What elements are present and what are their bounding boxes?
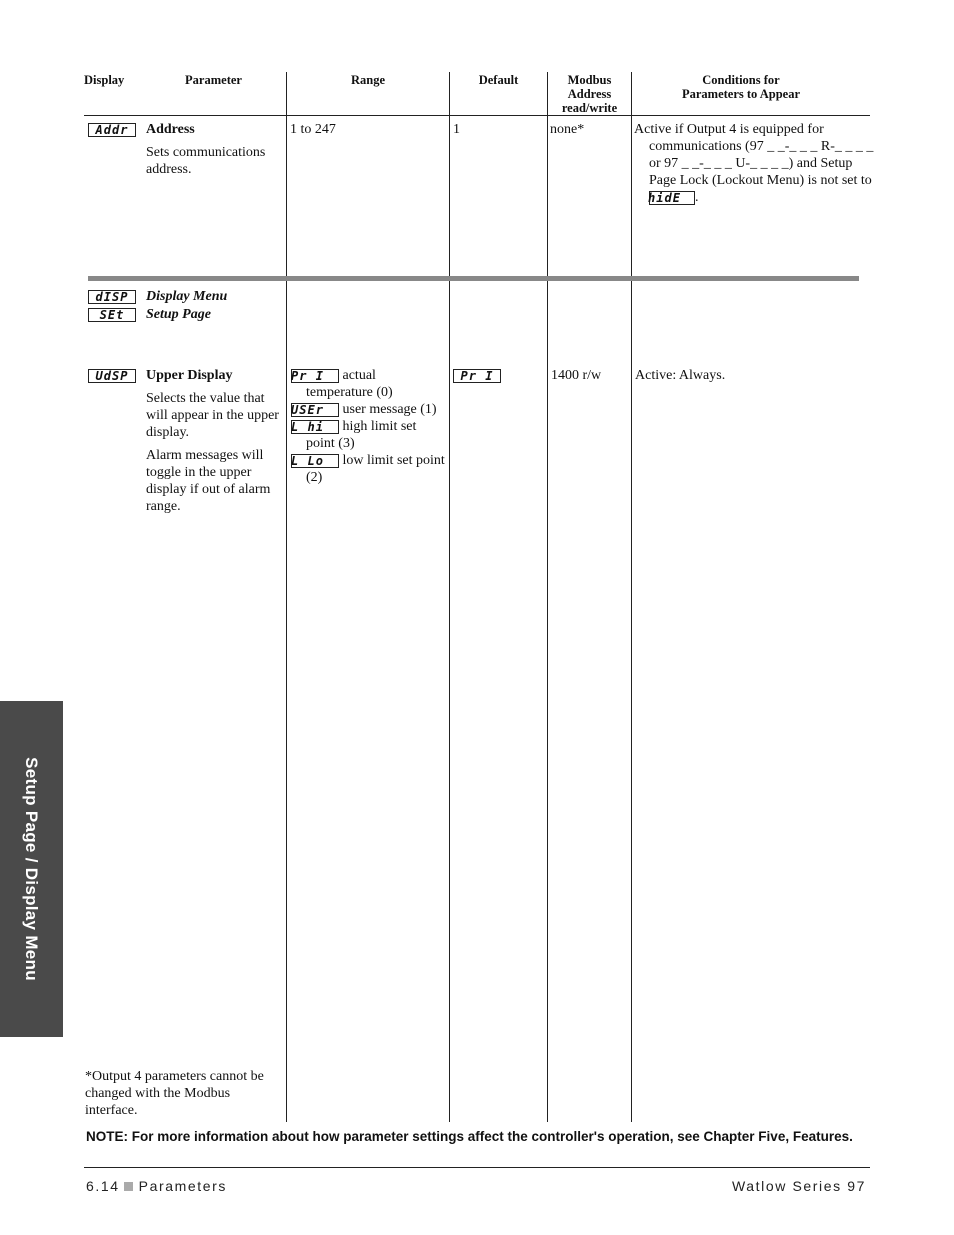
upper-display-modbus: 1400 r/w [551, 368, 602, 383]
lcd-llo: L Lo [291, 454, 339, 468]
column-rule-modbus [547, 72, 548, 1122]
address-parameter [146, 121, 278, 178]
header-modbus [548, 73, 631, 115]
upper-display-desc2: Alarm messages will toggle in the upper display if out of alarm range. [146, 448, 271, 514]
address-range: 1 to 247 [290, 122, 336, 137]
address-cond-end: . [695, 190, 699, 205]
address-name: Address [146, 122, 195, 137]
header-conditions-line1: Conditions for [702, 73, 780, 87]
side-tab [0, 701, 63, 1037]
header-rule [84, 115, 870, 116]
footnote: *Output 4 parameters cannot be changed with the Modbus interface. [85, 1069, 264, 1118]
address-display-code [88, 121, 136, 138]
column-rule-range [286, 72, 287, 1122]
range-option-text: high limit set point (3) [306, 419, 417, 451]
footer-product: Watlow Series 97 [731, 1178, 866, 1194]
header-display: Display [84, 73, 125, 87]
range-option [291, 418, 446, 452]
upper-display-code [88, 367, 136, 384]
header-modbus-line2: Address [567, 87, 612, 101]
lcd-default-pri: Pr I [453, 369, 501, 383]
range-option-text: actual temperature (0) [306, 368, 393, 400]
upper-display-range [291, 367, 446, 486]
note: NOTE: For more information about how parameter settings affect the controller's operation, see Chapter Five, Features. [86, 1129, 853, 1144]
range-option [291, 367, 446, 401]
menu-heading-display [88, 288, 136, 324]
lcd-pri: Pr I [291, 369, 339, 383]
lcd-disp: dISP [88, 290, 136, 304]
range-option-text: low limit set point (2) [306, 453, 445, 485]
upper-display-default [453, 367, 501, 384]
address-default: 1 [453, 122, 460, 137]
upper-display-name: Upper Display [146, 368, 233, 383]
page-number: 6.14 [86, 1178, 120, 1194]
menu-heading-labels [146, 288, 227, 324]
upper-display-desc1: Selects the value that will appear in the upper display. [146, 391, 279, 440]
setup-page-label: Setup Page [146, 307, 211, 322]
footer-left [86, 1178, 227, 1194]
upper-display-conditions: Active: Always. [635, 368, 726, 383]
address-conditions [634, 121, 875, 206]
upper-display-parameter [146, 367, 284, 515]
header-conditions [632, 73, 850, 101]
display-menu-label: Display Menu [146, 289, 228, 304]
range-option [291, 401, 446, 418]
range-option-text: user message (1) [342, 402, 437, 417]
footer-section: Parameters [138, 1178, 228, 1194]
range-option [291, 452, 446, 486]
address-modbus: none* [550, 122, 585, 137]
header-parameter: Parameter [185, 73, 242, 87]
lcd-set: SEt [88, 308, 136, 322]
lcd-addr: Addr [88, 123, 136, 137]
side-tab-label: Setup Page / Display Menu [22, 757, 41, 981]
header-default: Default [478, 73, 519, 87]
square-bullet-icon [124, 1182, 133, 1191]
header-range: Range [350, 73, 386, 87]
header-modbus-line1: Modbus [567, 73, 612, 87]
lcd-user: USEr [291, 403, 339, 417]
lcd-lhi: L hi [291, 420, 339, 434]
column-rule-default [449, 72, 450, 1122]
footer-rule [84, 1167, 870, 1168]
header-conditions-line2: Parameters to Appear [681, 87, 801, 101]
lcd-hide: hidE [649, 191, 695, 205]
header-modbus-line3: read/write [561, 101, 618, 115]
address-cond-text: Active if Output 4 is equipped for communications (97 _ _-_ _ _ R-_ _ _ _ or 97 _ _-_ _ _ U-_ _ _ _) and Setup Page Lock (Lockout Menu) is not set to [634, 122, 874, 188]
address-desc: Sets communications address. [146, 145, 266, 177]
lcd-udsp: UdSP [88, 369, 136, 383]
column-rule-conditions [631, 72, 632, 1122]
section-divider-bar [88, 276, 859, 281]
